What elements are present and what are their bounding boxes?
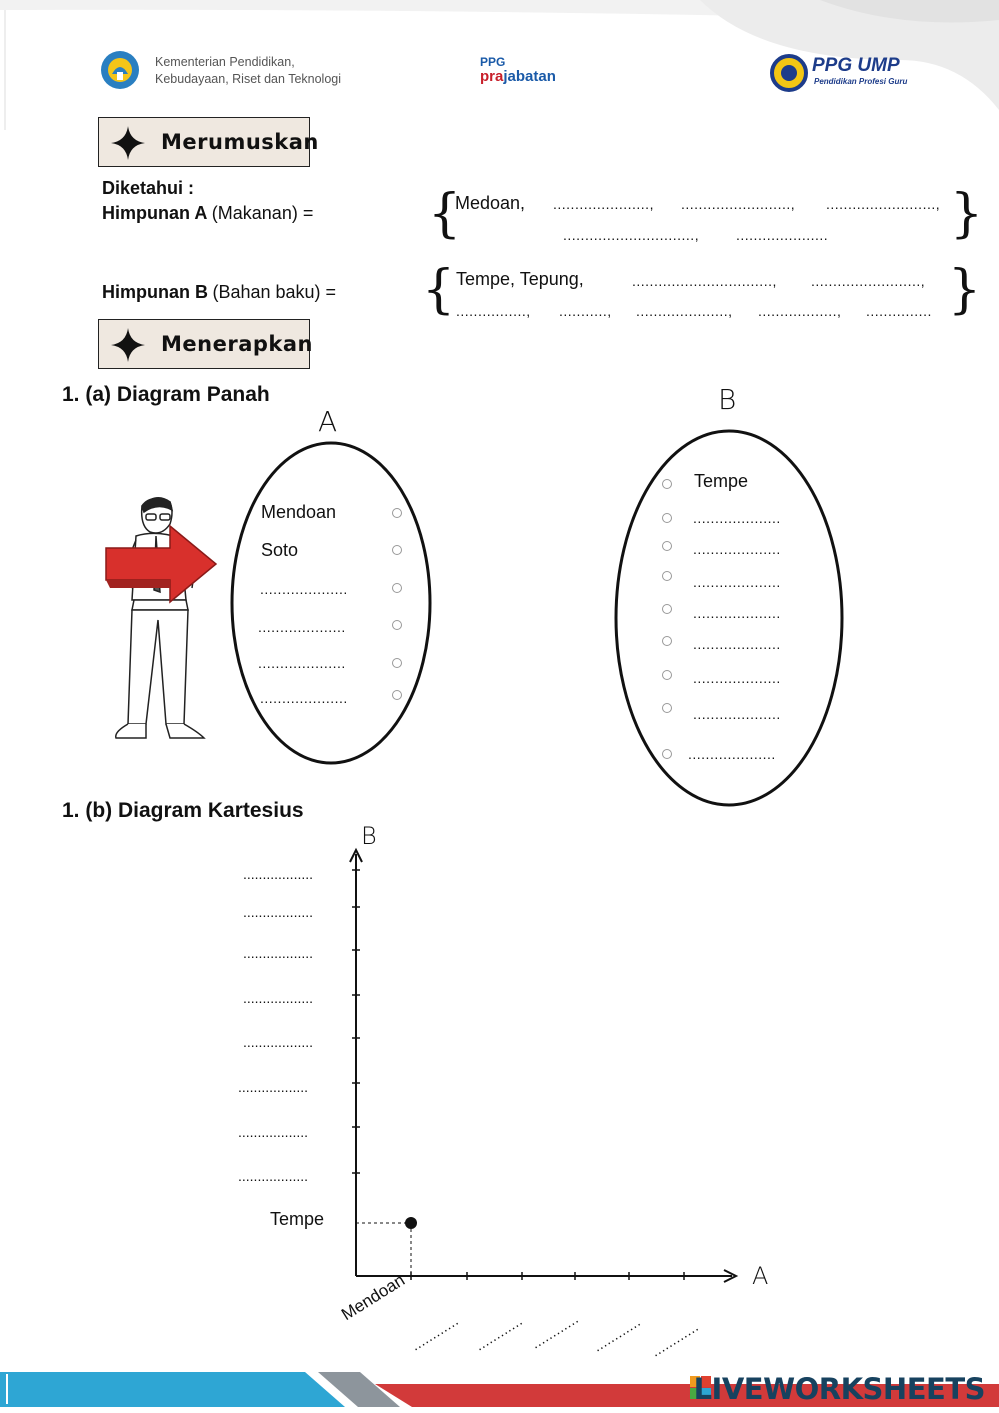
- set-a-blank[interactable]: ..............................,: [563, 227, 700, 243]
- set-b-element-blank[interactable]: ....................: [693, 605, 781, 621]
- set-b-item: Tempe, Tepung,: [456, 269, 584, 289]
- y-tick-label-blank[interactable]: ..................: [238, 1079, 309, 1095]
- set-b-label: Himpunan B (Bahan baku) =: [102, 282, 337, 302]
- set-a-label: Himpunan A (Makanan) =: [102, 203, 314, 223]
- set-b-element: Tempe: [694, 471, 749, 491]
- set-b-connector-dot[interactable]: [662, 541, 672, 551]
- y-tick-label-blank[interactable]: ..................: [243, 866, 314, 882]
- set-b-blank[interactable]: ................,: [456, 303, 531, 319]
- set-a-open-brace: {: [428, 184, 462, 244]
- x-tick-label-blank[interactable]: ............: [472, 1312, 526, 1354]
- set-a-connector-dot[interactable]: [392, 545, 402, 555]
- set-a-connector-dot[interactable]: [392, 658, 402, 668]
- merumuskan-label: Merumuskan: [161, 130, 319, 154]
- known-label: Diketahui :: [102, 178, 195, 198]
- x-tick-label-blank[interactable]: ............: [590, 1313, 644, 1355]
- x-tick-label-blank[interactable]: ............: [648, 1318, 702, 1360]
- set-b-connector-dot[interactable]: [662, 636, 672, 646]
- x-tick-label-blank[interactable]: ............: [408, 1312, 462, 1354]
- arrow-diagram-heading: 1. (a) Diagram Panah: [62, 383, 270, 406]
- set-b-element-blank[interactable]: ....................: [693, 706, 781, 722]
- set-a-connector-dot[interactable]: [392, 508, 402, 518]
- set-a-element: Mendoan: [261, 502, 337, 522]
- set-b-letter: B: [718, 383, 737, 416]
- y-tick-label-blank[interactable]: ..................: [243, 1034, 314, 1050]
- x-tick-label: Mendoan: [338, 1270, 409, 1325]
- sparkle-star-icon: [111, 328, 145, 362]
- set-b-connector-dot[interactable]: [662, 604, 672, 614]
- set-a-close-brace: }: [950, 184, 984, 244]
- ppg-logo-top: PPG: [480, 55, 506, 69]
- cartesian-diagram-heading: 1. (b) Diagram Kartesius: [62, 799, 304, 822]
- set-b-blank[interactable]: ..................,: [758, 303, 842, 319]
- ump-subtitle: Pendidikan Profesi Guru: [814, 77, 908, 86]
- kemdikbud-logo-icon: [100, 50, 142, 90]
- set-a-element-blank[interactable]: ....................: [260, 581, 348, 597]
- set-b-open-brace: {: [422, 260, 456, 320]
- set-a-item: Medoan,: [455, 193, 526, 213]
- set-a-ellipse: [230, 440, 436, 770]
- y-tick-label-blank[interactable]: ..................: [243, 990, 314, 1006]
- set-a-letter: A: [318, 405, 338, 438]
- y-tick-label: Tempe: [270, 1209, 325, 1229]
- set-a-element-blank[interactable]: ....................: [258, 655, 346, 671]
- set-a-element-blank[interactable]: ....................: [260, 690, 348, 706]
- set-b-blank[interactable]: ...........,: [559, 303, 612, 319]
- set-a-connector-dot[interactable]: [392, 583, 402, 593]
- x-axis-letter: A: [752, 1262, 769, 1290]
- set-b-connector-dot[interactable]: [662, 479, 672, 489]
- y-tick-label-blank[interactable]: ..................: [243, 904, 314, 920]
- set-b-blank[interactable]: .....................,: [636, 303, 733, 319]
- set-b-element-blank[interactable]: ....................: [693, 510, 781, 526]
- sparkle-star-icon: [111, 126, 145, 160]
- set-a-blank[interactable]: .........................,: [681, 196, 796, 212]
- set-a-element-blank[interactable]: ....................: [258, 619, 346, 635]
- y-tick-label-blank[interactable]: ..................: [238, 1124, 309, 1140]
- set-b-connector-dot[interactable]: [662, 571, 672, 581]
- set-b-element-blank[interactable]: ....................: [693, 541, 781, 557]
- set-b-blank[interactable]: ................................,: [632, 273, 777, 289]
- set-a-connector-dot[interactable]: [392, 620, 402, 630]
- merumuskan-section-box: [98, 117, 319, 167]
- ppg-logo-bottom: prajabatan: [480, 68, 556, 85]
- set-b-element-blank[interactable]: ....................: [688, 746, 776, 762]
- set-a-blank[interactable]: .........................,: [826, 196, 941, 212]
- set-b-connector-dot[interactable]: [662, 670, 672, 680]
- set-b-close-brace: }: [948, 260, 982, 320]
- x-tick-label-blank[interactable]: ............: [528, 1310, 582, 1352]
- set-a-blank[interactable]: ......................,: [553, 196, 654, 212]
- plotted-point[interactable]: [405, 1217, 417, 1229]
- ump-title: PPG UMP: [812, 55, 900, 76]
- set-b-element-blank[interactable]: ....................: [693, 670, 781, 686]
- set-b-element-blank[interactable]: ....................: [693, 574, 781, 590]
- set-b-blank[interactable]: .........................,: [811, 273, 926, 289]
- menerapkan-label: Menerapkan: [161, 332, 313, 356]
- set-a-element: Soto: [261, 540, 299, 560]
- cartesian-axes: [340, 840, 760, 1290]
- set-b-connector-dot[interactable]: [662, 749, 672, 759]
- liveworksheets-brand: LIVEWORKSHEETS: [693, 1372, 985, 1406]
- ministry-name: Kementerian Pendidikan, Kebudayaan, Riset dan Teknologi: [155, 55, 342, 86]
- y-tick-label-blank[interactable]: ..................: [238, 1168, 309, 1184]
- menerapkan-section-box: [98, 319, 313, 369]
- set-b-connector-dot[interactable]: [662, 703, 672, 713]
- set-a-connector-dot[interactable]: [392, 690, 402, 700]
- ump-emblem-icon: [770, 54, 808, 92]
- man-holding-arrow-illustration: [100, 492, 225, 747]
- y-axis-letter: B: [361, 822, 377, 850]
- y-tick-label-blank[interactable]: ..................: [243, 945, 314, 961]
- set-b-blank[interactable]: ...............: [866, 303, 932, 319]
- set-a-blank[interactable]: .....................: [736, 227, 829, 243]
- set-b-connector-dot[interactable]: [662, 513, 672, 523]
- set-b-element-blank[interactable]: ....................: [693, 636, 781, 652]
